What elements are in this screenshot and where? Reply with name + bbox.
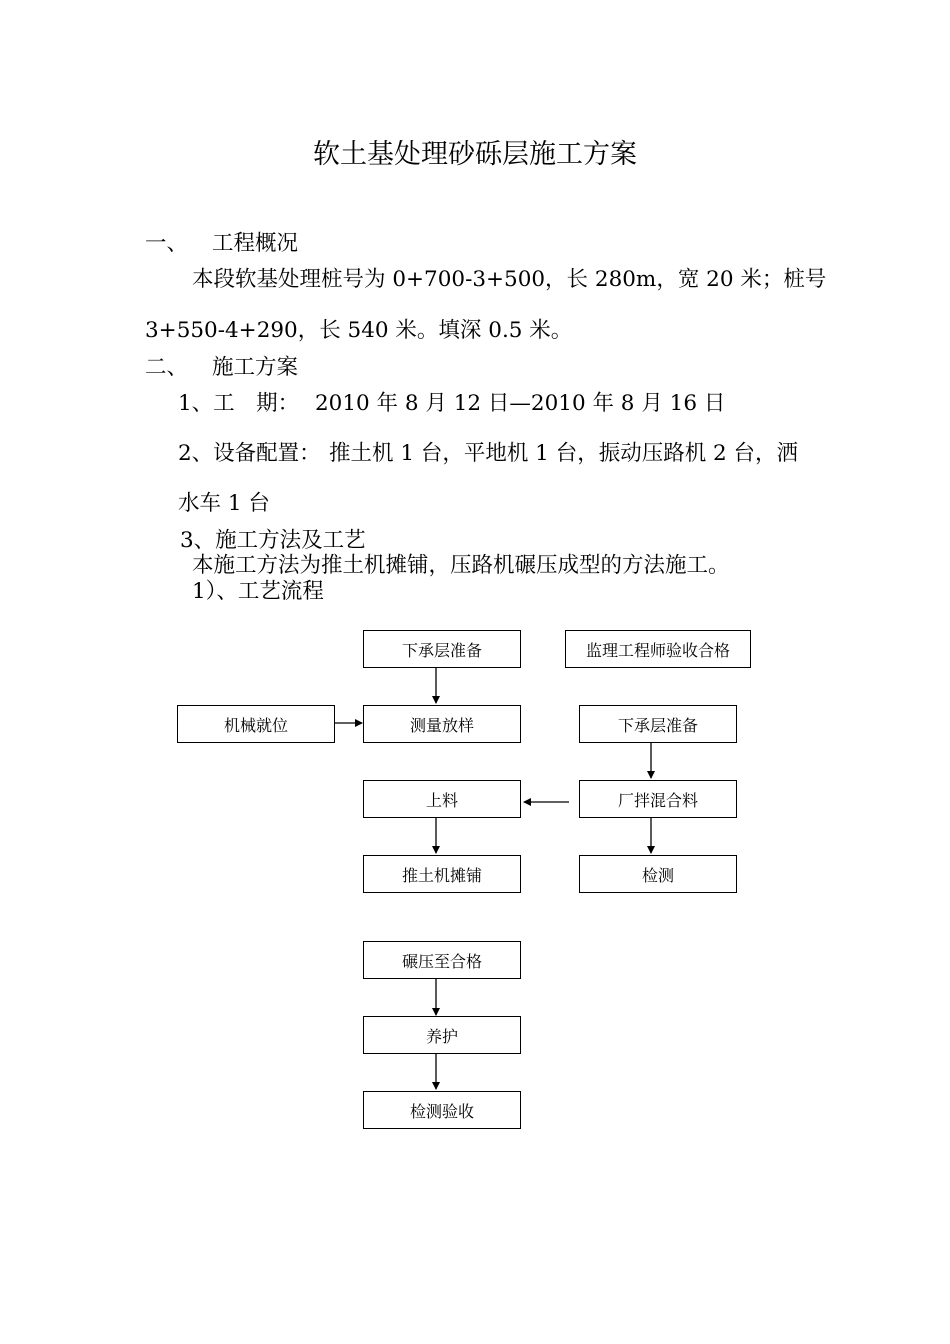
method-text: 本施工方法为推土机摊铺，压路机碾压成型的方法施工。 (192, 553, 730, 578)
section-2-number: 二、 (145, 355, 189, 380)
section-1-paragraph-line2: 3+550-4+290，长 540 米。填深 0.5 米。 (145, 318, 573, 343)
flow-box-bulldozer-spreading: 推土机摊铺 (363, 855, 521, 893)
method-label: 3、施工方法及工艺 (180, 528, 366, 553)
flow-box-compaction: 碾压至合格 (363, 941, 521, 979)
document-title: 软土基处理砂砾层施工方案 (313, 139, 637, 170)
process-flow-subheading: 1）、工艺流程 (192, 579, 324, 604)
equipment-label: 2、设备配置： (178, 441, 321, 466)
flow-box-loading: 上料 (363, 780, 521, 818)
flow-box-substrate-prep: 下承层准备 (363, 630, 521, 668)
flow-box-substrate-prep-2: 下承层准备 (579, 705, 737, 743)
section-2-heading: 施工方案 (212, 355, 299, 380)
flow-box-supervisor-approval: 监理工程师验收合格 (565, 630, 751, 668)
flow-box-curing: 养护 (363, 1016, 521, 1054)
section-1-number: 一、 (145, 231, 189, 256)
section-1-paragraph-line1: 本段软基处理桩号为 0+700-3+500，长 280m，宽 20 米；桩号 (192, 267, 827, 292)
equipment-text: 推土机 1 台，平地机 1 台，振动压路机 2 台，洒 (329, 441, 799, 466)
flow-box-testing: 检测 (579, 855, 737, 893)
flow-box-machinery-ready: 机械就位 (177, 705, 335, 743)
equipment-text-line2: 水车 1 台 (178, 491, 270, 516)
schedule-label: 1、工 期： (178, 391, 300, 416)
flow-box-survey-stakeout: 测量放样 (363, 705, 521, 743)
flow-box-plant-mix: 厂拌混合料 (579, 780, 737, 818)
flow-box-final-inspection: 检测验收 (363, 1091, 521, 1129)
schedule-text: 2010 年 8 月 12 日—2010 年 8 月 16 日 (315, 391, 726, 416)
section-1-heading: 工程概况 (212, 231, 299, 256)
